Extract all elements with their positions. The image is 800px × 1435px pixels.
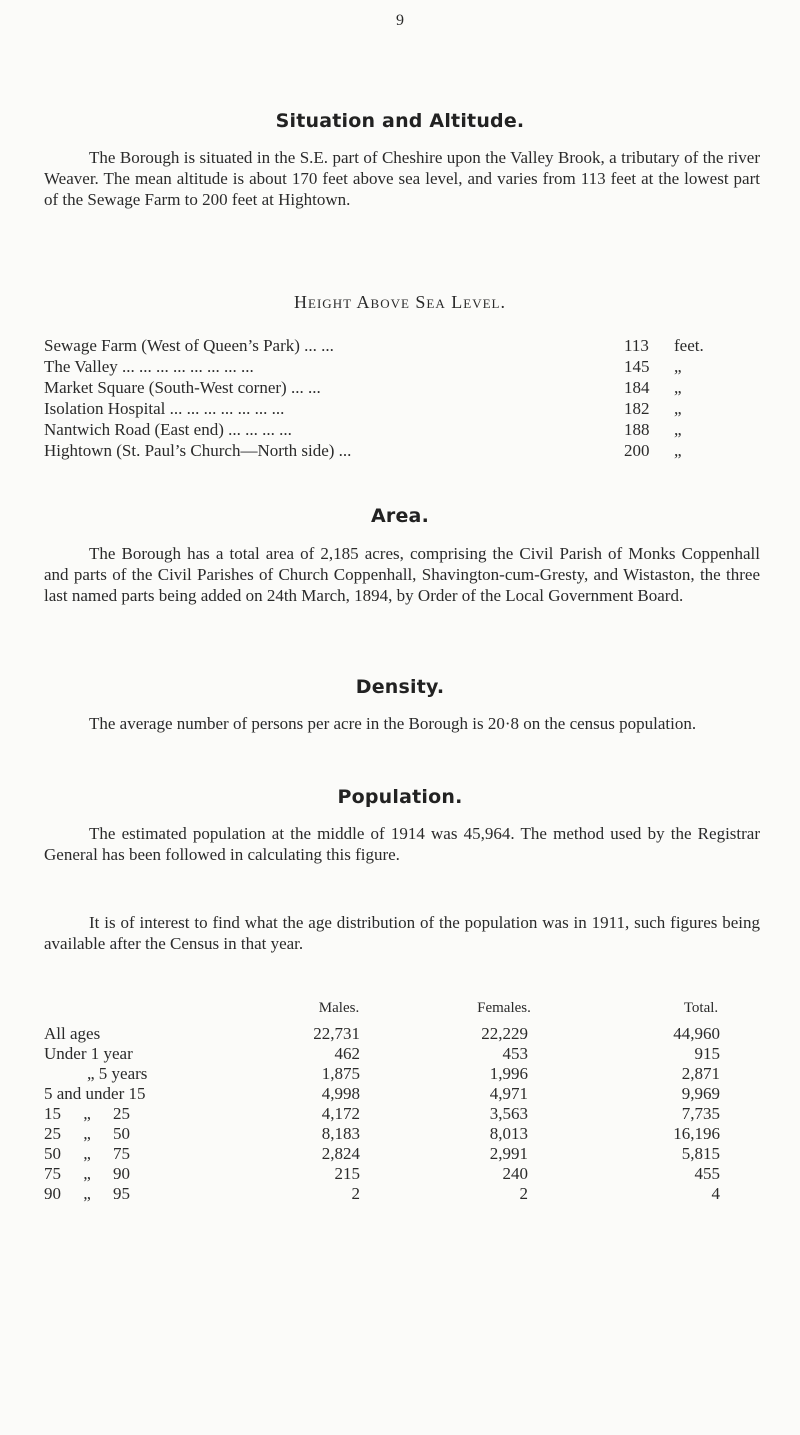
age-group: 15 „ 25 [44,1104,131,1123]
header-males: Males. [318,1000,360,1016]
females-value: 4,971 [489,1084,528,1103]
age-group: „ 5 years [87,1064,148,1083]
population-heading: Population. [337,786,463,808]
altitude-location: Sewage Farm (West of Queen’s Park) ... ... [44,336,334,355]
table-row [44,1164,760,1184]
altitude-unit: „ [674,420,682,439]
altitude-location: The Valley ... ... ... ... ... ... ... ... [44,357,254,376]
total-value: 16,196 [673,1124,720,1143]
total-value: 4 [711,1184,720,1203]
altitude-location: Nantwich Road (East end) ... ... ... ... [44,420,292,439]
males-value: 215 [334,1164,360,1183]
altitude-value: 113 [624,336,649,355]
males-value: 22,731 [313,1024,360,1043]
altitude-row [44,336,734,357]
age-group: 90 „ 95 [44,1184,131,1203]
altitude-location: Isolation Hospital ... ... ... ... ... ... ... [44,399,285,418]
total-value: 2,871 [681,1064,720,1083]
total-value: 455 [694,1164,720,1183]
altitude-unit: „ [674,399,682,418]
situation-paragraph: The Borough is situated in the S.E. part of Cheshire upon the Valley Brook, a tributary of the river Weaver. The mean altitude is about 170 feet above sea level, and varies from 113 feet at the lowest part of the Sewage Farm to 200 feet at Hightown. [44,148,760,209]
altitude-row [44,441,734,462]
density-paragraph: The average number of persons per acre in the Borough is 20·8 on the census population. [89,714,697,733]
table-header [44,1000,760,1024]
females-value: 3,563 [489,1104,528,1123]
age-group: All ages [44,1024,101,1043]
total-value: 7,735 [681,1104,720,1123]
males-value: 4,172 [321,1104,360,1123]
altitude-unit: feet. [674,336,704,355]
altitude-value: 182 [624,399,650,418]
altitude-row [44,378,734,399]
females-value: 1,996 [489,1064,528,1083]
age-group: 5 and under 15 [44,1084,146,1103]
table-row [44,1124,760,1144]
population-paragraph-2: It is of interest to find what the age distribution of the population was in 1911, such figures being available after the Census in that year. [44,913,760,953]
altitude-unit: „ [674,357,682,376]
males-value: 2 [351,1184,360,1203]
altitude-row [44,420,734,441]
table-row [44,1144,760,1164]
age-group: Under 1 year [44,1044,133,1063]
altitude-value: 145 [624,357,650,376]
table-row [44,1104,760,1124]
altitude-unit: „ [674,378,682,397]
table-row [44,1024,760,1044]
age-group: 25 „ 50 [44,1124,131,1143]
total-value: 9,969 [681,1084,720,1103]
total-value: 44,960 [673,1024,720,1043]
table-row [44,1044,760,1064]
age-group: 50 „ 75 [44,1144,131,1163]
altitude-value: 200 [624,441,650,460]
area-paragraph: The Borough has a total area of 2,185 acres, comprising the Civil Parish of Monks Coppenhall and parts of the Civil Parishes of Church Coppenhall, Shavington-cum-Gresty, and Wistaston, the three last named parts being added on 24th March, 1894, by Order of the Local Government Board. [44,544,760,605]
altitude-row [44,357,734,378]
females-value: 453 [502,1044,528,1063]
total-value: 5,815 [681,1144,720,1163]
females-value: 2 [519,1184,528,1203]
females-value: 2,991 [489,1144,528,1163]
altitude-value: 184 [624,378,650,397]
density-heading: Density. [355,676,445,698]
females-value: 8,013 [489,1124,528,1143]
altitude-table [44,336,734,462]
altitude-unit: „ [674,441,682,460]
age-distribution-table [44,1000,760,1204]
males-value: 8,183 [321,1124,360,1143]
females-value: 240 [502,1164,528,1183]
height-heading: Height Above Sea Level. [294,292,506,312]
area-heading: Area. [371,505,429,527]
situation-heading: Situation and Altitude. [275,110,525,132]
header-total: Total. [683,1000,719,1016]
total-value: 915 [694,1044,720,1063]
males-value: 462 [334,1044,360,1063]
table-row [44,1064,760,1084]
age-group: 75 „ 90 [44,1164,131,1183]
altitude-location: Market Square (South-West corner) ... ... [44,378,321,397]
table-row [44,1184,760,1204]
table-row [44,1084,760,1104]
altitude-row [44,399,734,420]
page-number: 9 [396,12,404,29]
females-value: 22,229 [481,1024,528,1043]
population-paragraph: The estimated population at the middle of 1914 was 45,964. The method used by the Registrar General has been followed in calculating this figure. [44,824,760,864]
altitude-location: Hightown (St. Paul’s Church—North side) ... [44,441,352,460]
altitude-value: 188 [624,420,650,439]
header-females: Females. [477,1000,531,1016]
males-value: 1,875 [321,1064,360,1083]
males-value: 4,998 [321,1084,360,1103]
males-value: 2,824 [321,1144,360,1163]
